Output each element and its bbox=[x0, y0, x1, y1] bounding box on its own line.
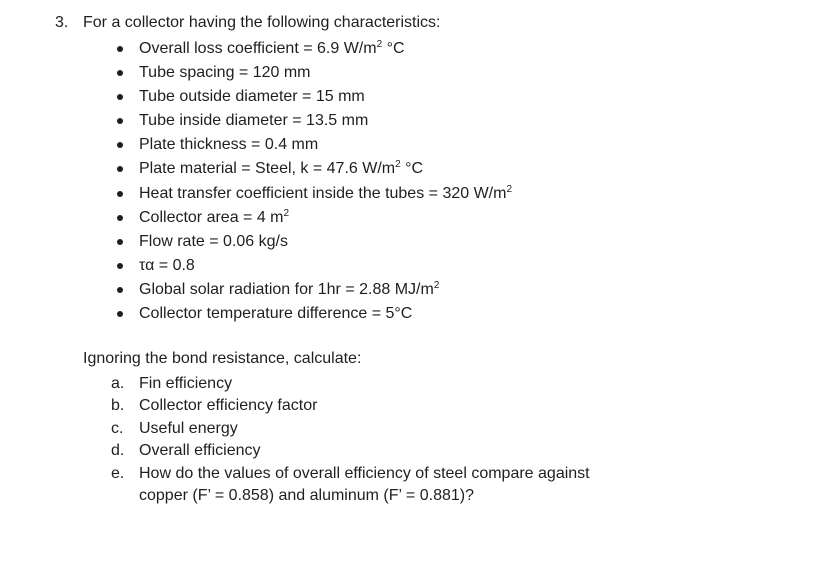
characteristic-suffix: °C bbox=[400, 160, 424, 178]
bullet-icon bbox=[117, 94, 123, 100]
characteristic-text: Overall loss coefficient = 6.9 W/m bbox=[139, 40, 377, 57]
task-text-continued: copper (F’ = 0.858) and aluminum (F’ = 0.881)? bbox=[139, 487, 474, 505]
characteristic-item bbox=[55, 37, 512, 61]
characteristic-text: Collector temperature difference = 5°C bbox=[139, 305, 413, 323]
characteristic-text: Global solar radiation for 1hr = 2.88 MJ/m bbox=[139, 280, 434, 298]
characteristic-item bbox=[55, 278, 512, 302]
task-marker: d. bbox=[111, 442, 125, 460]
characteristic-text: Tube outside diameter = 15 mm bbox=[139, 88, 365, 106]
calculation-intro: Ignoring the bond resistance, calculate: bbox=[83, 350, 362, 367]
bullet-icon bbox=[117, 287, 123, 293]
bullet-icon bbox=[117, 142, 123, 148]
bullet-icon bbox=[117, 70, 123, 76]
task-text: How do the values of overall efficiency of steel compare against bbox=[139, 464, 590, 482]
characteristic-item bbox=[55, 85, 512, 109]
bullet-icon bbox=[117, 239, 123, 245]
superscript: 2 bbox=[506, 183, 513, 195]
characteristic-item bbox=[55, 109, 512, 133]
task-item bbox=[55, 373, 590, 395]
task-text: Fin efficiency bbox=[139, 375, 233, 392]
task-text: Collector efficiency factor bbox=[139, 397, 318, 415]
characteristic-item bbox=[55, 157, 512, 181]
characteristic-text: τα = 0.8 bbox=[139, 256, 195, 274]
characteristic-item bbox=[55, 61, 512, 85]
task-marker: c. bbox=[111, 419, 124, 437]
task-item bbox=[55, 440, 590, 462]
superscript: 2 bbox=[433, 279, 440, 291]
characteristic-item bbox=[55, 133, 512, 157]
bullet-icon bbox=[117, 46, 123, 52]
characteristic-item bbox=[55, 230, 512, 254]
task-marker: e. bbox=[111, 464, 125, 482]
characteristic-text: Heat transfer coefficient inside the tubes = 320 W/m bbox=[139, 184, 507, 202]
characteristic-text: Plate thickness = 0.4 mm bbox=[139, 136, 319, 154]
problem-3 bbox=[55, 14, 795, 505]
bullet-icon bbox=[117, 215, 123, 221]
task-item bbox=[55, 418, 590, 440]
characteristic-item bbox=[55, 182, 512, 206]
superscript: 2 bbox=[395, 159, 401, 171]
bullet-icon bbox=[117, 263, 123, 269]
characteristic-suffix: °C bbox=[382, 40, 405, 57]
task-item bbox=[55, 463, 590, 508]
characteristic-item bbox=[55, 254, 512, 278]
question-number: 3. bbox=[55, 14, 69, 31]
superscript: 2 bbox=[376, 39, 383, 50]
task-marker: a. bbox=[111, 375, 125, 392]
characteristic-item bbox=[55, 302, 512, 326]
bullet-icon bbox=[117, 118, 123, 124]
characteristic-item bbox=[55, 206, 512, 230]
bullet-icon bbox=[117, 191, 123, 197]
characteristic-text: Flow rate = 0.06 kg/s bbox=[139, 232, 288, 250]
superscript: 2 bbox=[283, 207, 290, 219]
task-item bbox=[55, 395, 590, 417]
bullet-icon bbox=[117, 311, 123, 317]
characteristic-text: Plate material = Steel, k = 47.6 W/m bbox=[139, 160, 396, 178]
characteristics-list bbox=[55, 37, 512, 326]
task-text: Useful energy bbox=[139, 419, 238, 437]
characteristic-text: Tube inside diameter = 13.5 mm bbox=[139, 112, 369, 130]
characteristic-text: Tube spacing = 120 mm bbox=[139, 64, 311, 82]
characteristic-text: Collector area = 4 m bbox=[139, 208, 284, 226]
task-text: Overall efficiency bbox=[139, 442, 261, 460]
bullet-icon bbox=[117, 166, 123, 172]
tasks-list bbox=[55, 373, 590, 507]
question-header bbox=[55, 14, 795, 38]
question-prompt: For a collector having the following characteristics: bbox=[83, 14, 441, 31]
task-marker: b. bbox=[111, 397, 125, 415]
